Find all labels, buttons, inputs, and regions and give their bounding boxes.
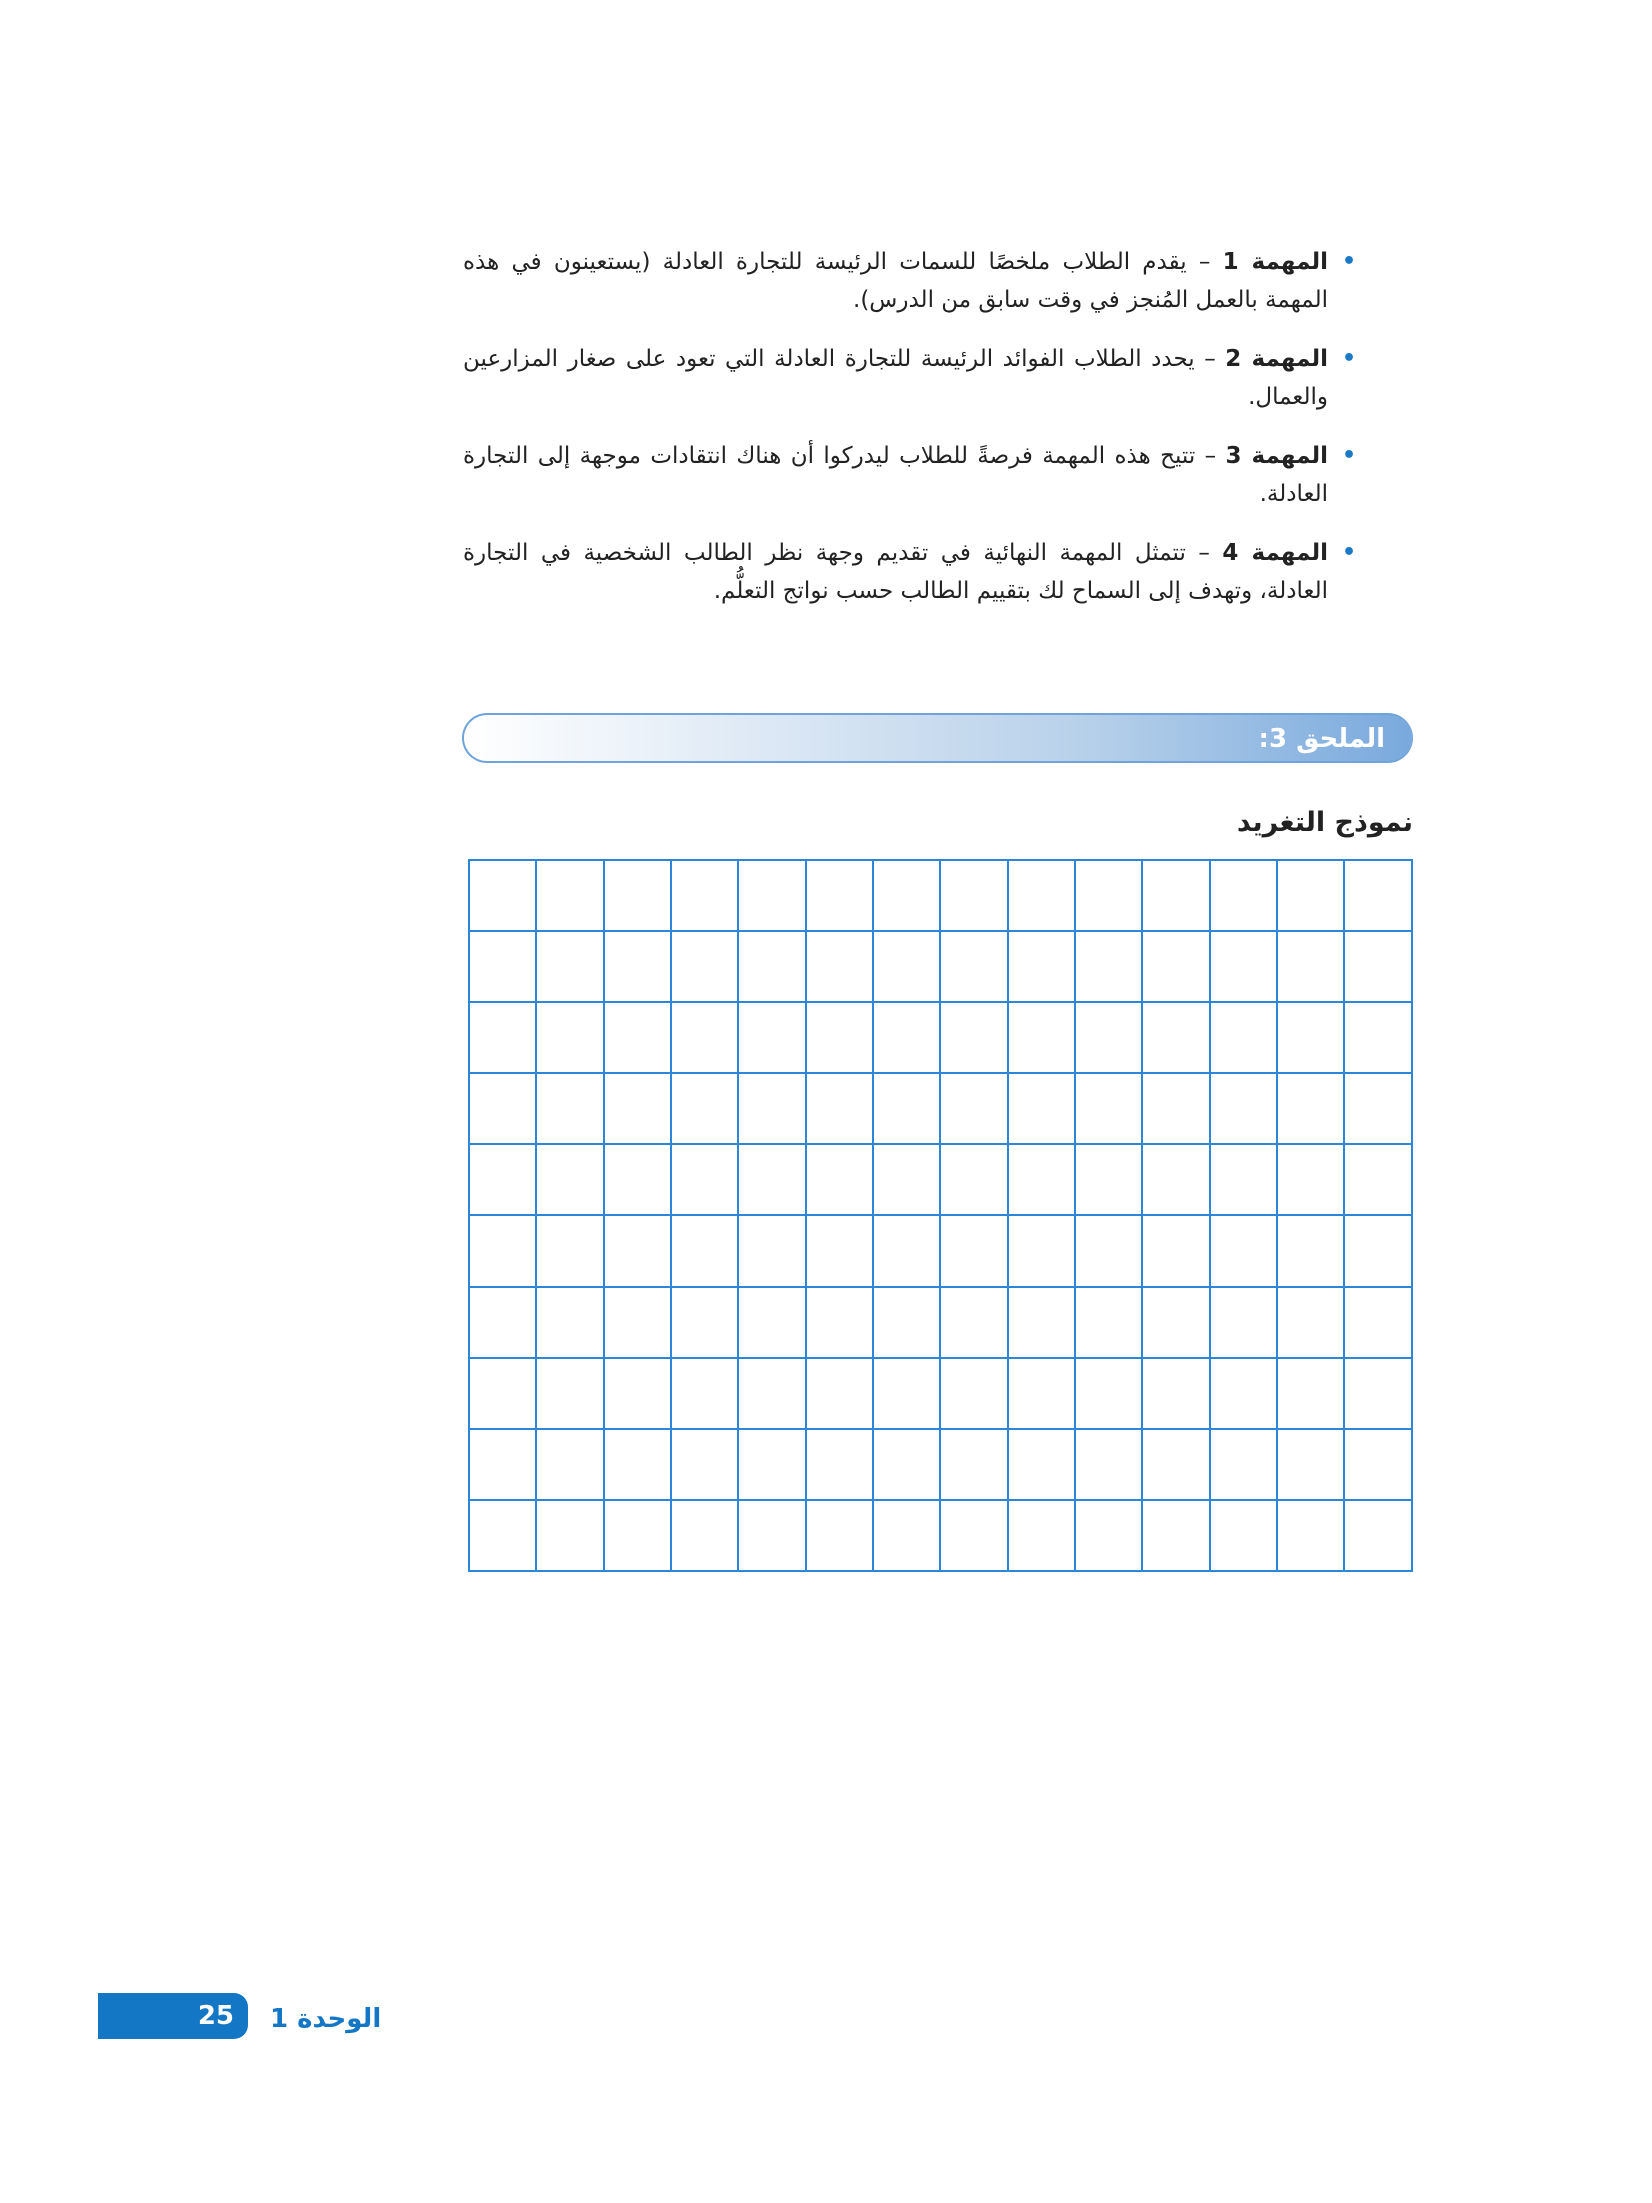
grid-cell — [873, 1287, 940, 1358]
grid-cell — [940, 860, 1007, 931]
tweet-grid — [468, 859, 1413, 1572]
grid-cell — [604, 1215, 671, 1286]
grid-cell — [671, 1073, 738, 1144]
grid-cell — [469, 1073, 536, 1144]
grid-cell — [536, 931, 603, 1002]
bullet-icon: • — [1341, 346, 1356, 371]
grid-cell — [469, 860, 536, 931]
grid-cell — [1277, 1215, 1344, 1286]
grid-cell — [671, 1002, 738, 1073]
grid-cell — [1142, 1073, 1209, 1144]
task-title: المهمة 2 — [1225, 346, 1329, 372]
grid-cell — [1142, 1215, 1209, 1286]
grid-cell — [469, 1002, 536, 1073]
grid-cell — [1210, 1358, 1277, 1429]
grid-cell — [1277, 1358, 1344, 1429]
grid-cell — [806, 1287, 873, 1358]
grid-cell — [1142, 1429, 1209, 1500]
grid-cell — [671, 1500, 738, 1571]
task-text: – تتيح هذه المهمة فرصةً للطلاب ليدركوا أن هناك انتقادات موجهة إلى التجارة العادلة. — [463, 443, 1328, 507]
grid-cell — [1008, 1429, 1075, 1500]
grid-cell — [1210, 1215, 1277, 1286]
grid-row — [469, 1002, 1412, 1073]
grid-cell — [604, 931, 671, 1002]
grid-row — [469, 1215, 1412, 1286]
grid-cell — [1142, 1500, 1209, 1571]
grid-cell — [1008, 1002, 1075, 1073]
grid-cell — [1142, 860, 1209, 931]
grid-cell — [1075, 1287, 1142, 1358]
grid-cell — [940, 1500, 1007, 1571]
grid-cell — [604, 860, 671, 931]
grid-cell — [738, 1287, 805, 1358]
grid-cell — [469, 931, 536, 1002]
grid-cell — [738, 1500, 805, 1571]
grid-cell — [1142, 931, 1209, 1002]
grid-cell — [1277, 1429, 1344, 1500]
grid-cell — [1344, 1358, 1412, 1429]
grid-cell — [671, 1358, 738, 1429]
grid-cell — [1008, 1073, 1075, 1144]
grid-cell — [1142, 1144, 1209, 1215]
task-item — [463, 340, 1358, 416]
grid-cell — [1277, 931, 1344, 1002]
grid-cell — [1210, 931, 1277, 1002]
grid-cell — [604, 1500, 671, 1571]
grid-cell — [940, 1002, 1007, 1073]
grid-cell — [1210, 1429, 1277, 1500]
task-title: المهمة 1 — [1222, 249, 1329, 275]
grid-cell — [536, 1500, 603, 1571]
grid-cell — [1075, 1144, 1142, 1215]
grid-cell — [1008, 1287, 1075, 1358]
bullet-icon: • — [1341, 540, 1356, 565]
grid-cell — [806, 1358, 873, 1429]
grid-cell — [604, 1429, 671, 1500]
grid-cell — [940, 1429, 1007, 1500]
task-title: المهمة 3 — [1225, 443, 1329, 469]
grid-cell — [536, 1287, 603, 1358]
grid-cell — [1210, 1144, 1277, 1215]
grid-cell — [536, 1215, 603, 1286]
grid-row — [469, 1073, 1412, 1144]
grid-cell — [940, 1215, 1007, 1286]
grid-cell — [1075, 1500, 1142, 1571]
grid-cell — [873, 1500, 940, 1571]
grid-cell — [1210, 1287, 1277, 1358]
task-text: – يقدم الطلاب ملخصًا للسمات الرئيسة للتجارة العادلة (يستعينون في هذه المهمة بالعمل المُنجز في وقت سابق من الدرس). — [463, 249, 1328, 313]
grid-cell — [1142, 1002, 1209, 1073]
grid-cell — [806, 1144, 873, 1215]
grid-cell — [806, 1002, 873, 1073]
grid-cell — [806, 1500, 873, 1571]
bullet-icon: • — [1341, 443, 1356, 468]
grid-cell — [1008, 1144, 1075, 1215]
grid-cell — [1210, 1002, 1277, 1073]
appendix-label: الملحق 3: — [1258, 724, 1385, 754]
task-list — [463, 243, 1358, 631]
grid-cell — [671, 1215, 738, 1286]
grid-cell — [1008, 931, 1075, 1002]
grid-cell — [604, 1358, 671, 1429]
task-item — [463, 534, 1358, 610]
grid-row — [469, 860, 1412, 931]
grid-cell — [1210, 1073, 1277, 1144]
bullet-icon: • — [1341, 249, 1356, 274]
task-text: – يحدد الطلاب الفوائد الرئيسة للتجارة العادلة التي تعود على صغار المزارعين والعمال. — [463, 346, 1328, 410]
grid-cell — [806, 1215, 873, 1286]
grid-cell — [1277, 1073, 1344, 1144]
grid-cell — [1210, 860, 1277, 931]
task-item — [463, 437, 1358, 513]
grid-cell — [1075, 1002, 1142, 1073]
grid-cell — [469, 1429, 536, 1500]
grid-cell — [738, 860, 805, 931]
appendix-banner — [462, 713, 1413, 763]
grid-cell — [1344, 1429, 1412, 1500]
grid-row — [469, 1358, 1412, 1429]
grid-cell — [1008, 1500, 1075, 1571]
grid-cell — [671, 1287, 738, 1358]
grid-cell — [536, 1429, 603, 1500]
task-text: – تتمثل المهمة النهائية في تقديم وجهة نظر الطالب الشخصية في التجارة العادلة، وتهدف إلى السماح لك بتقييم الطالب حسب نواتج التعلُّم. — [463, 540, 1328, 604]
grid-cell — [469, 1287, 536, 1358]
grid-cell — [469, 1144, 536, 1215]
grid-cell — [1008, 1215, 1075, 1286]
grid-cell — [1344, 1144, 1412, 1215]
grid-cell — [940, 1287, 1007, 1358]
grid-cell — [604, 1002, 671, 1073]
grid-cell — [1075, 860, 1142, 931]
grid-cell — [1344, 1002, 1412, 1073]
grid-cell — [1075, 1215, 1142, 1286]
task-item — [463, 243, 1358, 319]
grid-cell — [1277, 1002, 1344, 1073]
grid-cell — [940, 1358, 1007, 1429]
grid-cell — [671, 931, 738, 1002]
grid-cell — [806, 860, 873, 931]
grid-cell — [1344, 860, 1412, 931]
grid-row — [469, 1429, 1412, 1500]
grid-cell — [940, 1144, 1007, 1215]
grid-cell — [1075, 1358, 1142, 1429]
grid-cell — [671, 1429, 738, 1500]
grid-cell — [1075, 1429, 1142, 1500]
grid-cell — [604, 1144, 671, 1215]
grid-cell — [1277, 1287, 1344, 1358]
grid-cell — [806, 1073, 873, 1144]
grid-cell — [940, 931, 1007, 1002]
page-number: 25 — [197, 2001, 234, 2031]
grid-cell — [1075, 931, 1142, 1002]
grid-cell — [536, 1073, 603, 1144]
grid-cell — [671, 860, 738, 931]
grid-cell — [671, 1144, 738, 1215]
grid-cell — [536, 1144, 603, 1215]
grid-cell — [1277, 1500, 1344, 1571]
grid-cell — [873, 1144, 940, 1215]
grid-cell — [469, 1358, 536, 1429]
grid-cell — [1142, 1358, 1209, 1429]
grid-cell — [738, 1358, 805, 1429]
grid-cell — [604, 1287, 671, 1358]
grid-cell — [1277, 860, 1344, 931]
grid-cell — [1344, 931, 1412, 1002]
grid-cell — [1075, 1073, 1142, 1144]
grid-row — [469, 1500, 1412, 1571]
grid-cell — [1344, 1287, 1412, 1358]
grid-cell — [469, 1500, 536, 1571]
grid-cell — [940, 1073, 1007, 1144]
grid-cell — [873, 931, 940, 1002]
grid-cell — [873, 860, 940, 931]
grid-cell — [873, 1002, 940, 1073]
grid-cell — [1277, 1144, 1344, 1215]
grid-cell — [873, 1429, 940, 1500]
grid-cell — [1344, 1500, 1412, 1571]
grid-cell — [1210, 1500, 1277, 1571]
grid-cell — [604, 1073, 671, 1144]
unit-label: الوحدة 1 — [270, 2004, 382, 2034]
grid-cell — [536, 1358, 603, 1429]
task-title: المهمة 4 — [1222, 540, 1329, 566]
grid-body — [469, 860, 1412, 1571]
grid-cell — [1008, 860, 1075, 931]
grid-row — [469, 1144, 1412, 1215]
page-number-tab — [98, 1993, 248, 2039]
grid-cell — [738, 1429, 805, 1500]
grid-cell — [536, 1002, 603, 1073]
grid-row — [469, 1287, 1412, 1358]
grid-cell — [738, 1215, 805, 1286]
section-title: نموذج التغريد — [1236, 807, 1413, 838]
grid-cell — [806, 1429, 873, 1500]
grid-row — [469, 931, 1412, 1002]
grid-cell — [1344, 1073, 1412, 1144]
grid-cell — [1008, 1358, 1075, 1429]
grid-cell — [738, 1144, 805, 1215]
grid-cell — [1142, 1287, 1209, 1358]
grid-cell — [873, 1073, 940, 1144]
grid-cell — [1344, 1215, 1412, 1286]
grid-cell — [806, 931, 873, 1002]
grid-cell — [873, 1215, 940, 1286]
grid-cell — [536, 860, 603, 931]
grid-cell — [873, 1358, 940, 1429]
grid-cell — [738, 1073, 805, 1144]
grid-cell — [738, 931, 805, 1002]
grid-cell — [469, 1215, 536, 1286]
grid-cell — [738, 1002, 805, 1073]
